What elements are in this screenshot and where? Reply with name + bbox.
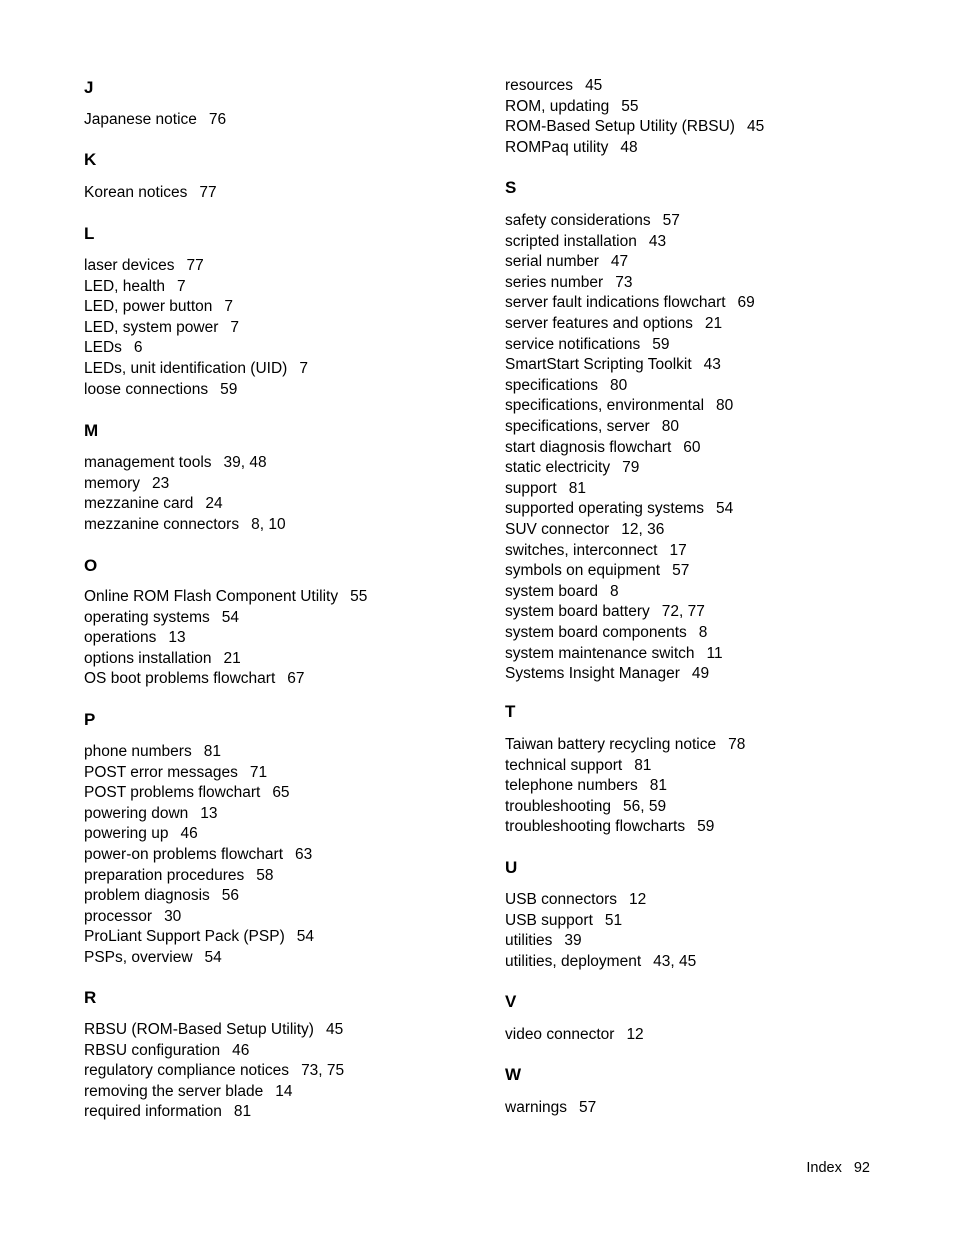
index-entry [505, 911, 622, 931]
index-term: LED, power button [84, 298, 213, 316]
index-term: LEDs [84, 339, 122, 357]
index-term: video connector [505, 1026, 615, 1043]
index-entry [84, 845, 312, 865]
index-entry [505, 417, 679, 437]
index-term: Systems Insight Manager [505, 665, 680, 683]
index-term: utilities, deployment [505, 952, 642, 970]
index-entry [505, 458, 639, 478]
index-entry [84, 669, 305, 689]
index-page-ref[interactable]: 59 [697, 818, 715, 836]
index-page-ref[interactable]: 81 [203, 743, 221, 760]
index-entry [505, 1025, 644, 1045]
index-term: SmartStart Scripting Toolkit [505, 356, 692, 374]
index-page-ref[interactable]: 58 [256, 866, 274, 884]
index-term: powering down [84, 804, 189, 822]
index-term: SUV connector [505, 521, 610, 538]
index-entry [84, 1082, 292, 1102]
index-entry [84, 515, 286, 535]
index-term: series number [505, 273, 604, 291]
index-page-ref[interactable]: 8 [610, 582, 619, 600]
index-term: PSPs, overview [84, 949, 193, 966]
index-term: OS boot problems flowchart [84, 670, 276, 688]
index-page-ref[interactable]: 39, 48 [223, 454, 267, 471]
index-page-ref[interactable]: 30 [164, 907, 182, 925]
index-page-ref[interactable]: 80 [610, 376, 628, 394]
index-entry [84, 628, 186, 648]
index-term: power-on problems flowchart [84, 846, 284, 863]
index-page-ref[interactable]: 46 [232, 1041, 250, 1059]
index-term: specifications, server [505, 418, 650, 435]
index-page-ref[interactable]: 81 [649, 777, 667, 795]
index-entry [505, 211, 680, 231]
index-entry [505, 952, 696, 972]
index-page-ref[interactable]: 17 [669, 541, 687, 559]
index-entry [84, 948, 222, 968]
index-entry [505, 623, 707, 643]
index-term: safety considerations [505, 212, 651, 229]
index-term: system board [505, 582, 599, 600]
index-page-ref[interactable]: 43, 45 [653, 952, 697, 970]
index-term: troubleshooting [505, 797, 611, 815]
index-page-ref[interactable]: 81 [568, 479, 586, 497]
index-entry [505, 756, 651, 776]
index-entry [505, 314, 722, 334]
index-page-ref[interactable]: 23 [151, 474, 170, 492]
index-entry [505, 931, 582, 951]
index-entry [505, 355, 721, 375]
index-letter-heading: O [84, 556, 98, 575]
index-entry [84, 1102, 251, 1122]
index-term: utilities [505, 932, 553, 950]
index-term: memory [84, 474, 140, 492]
index-letter-heading: K [84, 150, 97, 169]
index-term: Taiwan battery recycling notice [505, 736, 717, 753]
index-entry [505, 252, 628, 272]
index-term: ROMPaq utility [505, 138, 609, 156]
index-page-ref[interactable]: 7 [299, 360, 308, 377]
index-entry [84, 1041, 249, 1061]
index-entry [505, 396, 733, 416]
index-term: USB support [505, 911, 593, 929]
index-entry [84, 297, 233, 317]
index-entry [84, 649, 241, 669]
index-page-ref[interactable]: 79 [622, 459, 640, 477]
index-term: system board battery [505, 603, 650, 621]
index-letter-heading: M [84, 421, 99, 440]
index-letter-heading: L [84, 224, 95, 243]
index-term: POST error messages [84, 763, 238, 781]
index-term: operations [84, 629, 157, 647]
index-entry [84, 907, 181, 927]
index-entry [505, 797, 666, 817]
index-page-ref[interactable]: 21 [704, 315, 723, 332]
index-entry [84, 783, 290, 803]
index-term: ROM, updating [505, 97, 610, 115]
index-term: operating systems [84, 608, 210, 626]
index-letter-heading: P [84, 710, 96, 729]
index-term: preparation procedures [84, 866, 245, 884]
index-entry [505, 479, 586, 499]
index-term: support [505, 479, 557, 497]
index-entry [84, 804, 218, 824]
index-term: options installation [84, 649, 212, 667]
index-term: required information [84, 1103, 222, 1121]
index-page-ref[interactable]: 77 [199, 184, 217, 201]
index-term: technical support [505, 756, 623, 774]
index-term: ROM-Based Setup Utility (RBSU) [505, 118, 735, 136]
index-entry [84, 318, 239, 338]
index-page-ref[interactable]: 57 [579, 1099, 597, 1116]
index-entry [84, 277, 186, 297]
index-term: mezzanine card [84, 495, 194, 513]
index-term: troubleshooting flowcharts [505, 818, 686, 836]
index-entry [84, 494, 223, 514]
index-entry [505, 890, 646, 910]
index-term: USB connectors [505, 891, 617, 908]
index-page-ref[interactable]: 57 [672, 562, 690, 580]
index-page-ref[interactable]: 63 [295, 846, 313, 863]
index-entry [84, 866, 274, 886]
index-term: RBSU configuration [84, 1041, 221, 1059]
index-page-ref[interactable]: 51 [604, 911, 623, 929]
index-entry [505, 1098, 596, 1118]
index-term: warnings [505, 1099, 568, 1116]
index-term: LED, health [84, 277, 165, 295]
index-entry [84, 927, 314, 947]
index-page-ref[interactable]: 6 [133, 339, 143, 357]
index-entry [84, 474, 169, 494]
index-entry [84, 1020, 343, 1040]
index-letter-heading: W [505, 1065, 522, 1084]
index-page-ref[interactable]: 56, 59 [623, 797, 667, 815]
index-page-ref[interactable]: 54 [221, 608, 240, 626]
index-entry [505, 335, 670, 355]
index-page-ref[interactable]: 13 [168, 629, 186, 647]
index-entry [505, 664, 709, 684]
index-page-ref[interactable]: 80 [661, 418, 679, 435]
index-page-ref[interactable]: 13 [200, 804, 218, 822]
index-letter-heading: V [505, 992, 517, 1011]
index-page-ref[interactable]: 55 [621, 97, 639, 115]
index-page-ref[interactable]: 69 [737, 294, 755, 312]
page-number: 92 [853, 1160, 870, 1176]
index-entry [505, 602, 705, 622]
index-page-ref[interactable]: 65 [272, 784, 290, 802]
index-page-ref[interactable]: 81 [634, 756, 652, 774]
index-entry [505, 541, 687, 561]
index-page-ref[interactable]: 45 [585, 77, 603, 94]
index-page-ref[interactable]: 45 [325, 1021, 344, 1038]
footer-label: Index [806, 1160, 842, 1176]
index-page-ref[interactable]: 54 [716, 500, 734, 518]
index-term: POST problems flowchart [84, 784, 261, 802]
index-page-ref[interactable]: 78 [728, 736, 746, 753]
index-entry [84, 338, 143, 358]
index-entry [505, 117, 764, 137]
index-page-ref[interactable]: 12, 36 [621, 521, 665, 538]
index-letter-heading: U [505, 858, 518, 877]
index-page-ref[interactable]: 14 [275, 1082, 293, 1100]
index-term: loose connections [84, 380, 209, 398]
index-letter-heading: S [505, 178, 517, 197]
index-page-ref[interactable]: 45 [746, 118, 765, 136]
index-page-ref[interactable]: 8, 10 [251, 515, 286, 533]
index-page-ref[interactable]: 39 [564, 932, 582, 950]
index-page-ref[interactable]: 49 [691, 665, 710, 683]
index-term: regulatory compliance notices [84, 1062, 290, 1080]
index-term: system maintenance switch [505, 644, 695, 662]
index-term: Korean notices [84, 184, 188, 201]
index-page-ref[interactable]: 12 [629, 891, 647, 908]
index-term: powering up [84, 825, 169, 843]
index-page-ref[interactable]: 71 [249, 763, 268, 781]
index-page-ref[interactable]: 48 [620, 138, 638, 156]
index-entry [84, 256, 204, 276]
index-term: static electricity [505, 459, 611, 477]
index-entry [505, 376, 627, 396]
index-page-ref[interactable]: 12 [626, 1026, 644, 1043]
index-entry [84, 183, 217, 203]
index-entry [505, 499, 733, 519]
index-entry [505, 520, 664, 540]
index-letter-heading: J [84, 78, 94, 97]
index-page-ref[interactable]: 7 [230, 318, 240, 336]
page-footer [806, 1158, 870, 1178]
index-entry [505, 97, 639, 117]
index-page-ref[interactable]: 67 [287, 670, 305, 688]
index-entry [84, 380, 237, 400]
index-entry [84, 886, 239, 906]
index-term: switches, interconnect [505, 541, 658, 559]
index-term: system board components [505, 624, 687, 641]
index-entry [84, 1061, 344, 1081]
index-term: specifications, environmental [505, 397, 705, 415]
index-page-ref[interactable]: 56 [221, 887, 240, 905]
index-entry [505, 817, 714, 837]
index-entry [505, 644, 723, 664]
index-page-ref[interactable]: 21 [223, 649, 241, 667]
index-term: specifications [505, 376, 599, 394]
index-entry [505, 776, 667, 796]
index-page-ref[interactable]: 46 [180, 825, 198, 843]
index-term: service notifications [505, 335, 641, 353]
index-term: ProLiant Support Pack (PSP) [84, 928, 285, 946]
index-term: resources [505, 77, 574, 94]
index-term: LEDs, unit identification (UID) [84, 360, 288, 377]
index-term: laser devices [84, 257, 175, 274]
index-term: processor [84, 907, 153, 925]
index-entry [84, 453, 267, 473]
index-page-ref[interactable]: 80 [716, 397, 734, 415]
index-entry [84, 110, 226, 130]
index-term: LED, system power [84, 318, 219, 336]
index-term: serial number [505, 253, 599, 271]
index-page-ref[interactable]: 43 [648, 232, 667, 250]
index-entry [505, 273, 632, 293]
index-page-ref[interactable]: 54 [204, 949, 222, 966]
index-page-ref[interactable]: 73 [615, 273, 633, 291]
index-page-ref[interactable]: 11 [706, 644, 723, 662]
index-page-ref[interactable]: 55 [350, 588, 368, 605]
index-term: phone numbers [84, 743, 192, 760]
index-entry [84, 824, 198, 844]
index-term: Online ROM Flash Component Utility [84, 588, 339, 605]
index-term: mezzanine connectors [84, 515, 240, 533]
index-term: Japanese notice [84, 111, 197, 128]
index-page-ref[interactable]: 43 [703, 356, 721, 374]
index-page-ref[interactable]: 59 [220, 380, 238, 398]
index-page-ref[interactable]: 59 [652, 335, 670, 353]
index-page-ref[interactable]: 81 [233, 1103, 252, 1121]
index-entry [505, 76, 602, 96]
index-term: telephone numbers [505, 777, 638, 795]
index-term: symbols on equipment [505, 562, 661, 580]
index-entry [505, 138, 638, 158]
index-page-ref[interactable]: 57 [662, 212, 680, 229]
index-entry [505, 561, 689, 581]
index-entry [505, 735, 745, 755]
index-page-ref[interactable]: 60 [683, 438, 701, 456]
index-term: start diagnosis flowchart [505, 438, 672, 456]
index-term: supported operating systems [505, 500, 705, 518]
index-entry [505, 293, 755, 313]
index-letter-heading: R [84, 988, 97, 1007]
index-page-ref[interactable]: 76 [208, 111, 227, 128]
index-page-ref[interactable]: 54 [296, 928, 314, 946]
index-term: server fault indications flowchart [505, 294, 726, 312]
index-term: scripted installation [505, 232, 637, 250]
index-page-ref[interactable]: 73, 75 [301, 1062, 345, 1080]
index-page-ref[interactable]: 72, 77 [661, 603, 705, 621]
index-entry [84, 608, 239, 628]
index-letter-heading: T [505, 702, 516, 721]
index-page-ref[interactable]: 7 [224, 298, 234, 316]
index-entry [84, 742, 221, 762]
index-entry [84, 587, 367, 607]
index-term: management tools [84, 454, 212, 471]
index-term: removing the server blade [84, 1082, 264, 1100]
index-entry [505, 232, 666, 252]
index-entry [505, 438, 701, 458]
index-page-ref[interactable]: 47 [610, 253, 629, 271]
index-page-ref[interactable]: 7 [177, 277, 186, 295]
index-term: server features and options [505, 315, 693, 332]
index-term: problem diagnosis [84, 887, 210, 905]
index-page-ref[interactable]: 77 [186, 257, 204, 274]
index-entry [84, 763, 267, 783]
index-page-ref[interactable]: 8 [698, 624, 708, 641]
index-entry [505, 582, 619, 602]
index-entry [84, 359, 308, 379]
index-page-ref[interactable]: 24 [205, 495, 223, 513]
index-term: RBSU (ROM-Based Setup Utility) [84, 1021, 314, 1038]
